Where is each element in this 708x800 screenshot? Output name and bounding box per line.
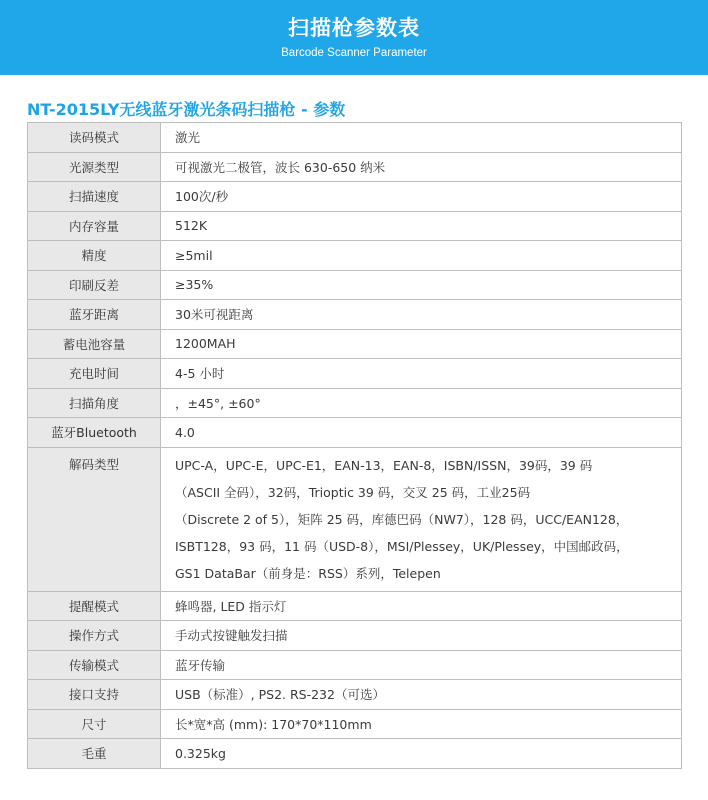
table-row: [28, 591, 682, 621]
spec-table: [27, 122, 682, 769]
spec-label: 蓝牙Bluetooth: [28, 418, 161, 448]
spec-label: 扫描角度: [28, 388, 161, 418]
spec-label: 毛重: [28, 739, 161, 769]
spec-value: 蓝牙传输: [161, 650, 682, 680]
decode-types-line: ISBT128，93 码，11 码（USD-8），MSI/Plessey，UK/Plessey，中国邮政码，: [175, 538, 629, 554]
spec-value: 512K: [161, 211, 682, 241]
spec-label: 解码类型: [28, 447, 161, 591]
table-row: [28, 329, 682, 359]
table-row: [28, 680, 682, 710]
spec-label: 扫描速度: [28, 182, 161, 212]
spec-label: 充电时间: [28, 359, 161, 389]
spec-label: 蓝牙距离: [28, 300, 161, 330]
table-row: [28, 270, 682, 300]
decode-types-value: [161, 447, 682, 591]
spec-value: 长*宽*高 (mm): 170*70*110mm: [161, 709, 682, 739]
spec-value: USB（标准）, PS2. RS-232（可选）: [161, 680, 682, 710]
spec-label: 操作方式: [28, 621, 161, 651]
table-row: [28, 241, 682, 271]
table-row: [28, 211, 682, 241]
table-row: [28, 739, 682, 769]
header-banner: [0, 0, 708, 75]
spec-value: 可视激光二极管，波长 630-650 纳米: [161, 152, 682, 182]
spec-label: 提醒模式: [28, 591, 161, 621]
table-row: [28, 182, 682, 212]
table-row: [28, 388, 682, 418]
table-row-decode: [28, 447, 682, 591]
spec-label: 光源类型: [28, 152, 161, 182]
table-row: [28, 123, 682, 153]
decode-types-line: （ASCII 全码），32码，Trioptic 39 码，交叉 25 码，工业25码: [175, 484, 531, 500]
banner-title: 扫描枪参数表: [288, 16, 420, 40]
product-title: NT-2015LY无线蓝牙激光条码扫描枪 - 参数: [27, 100, 346, 119]
spec-value: 1200MAH: [161, 329, 682, 359]
table-row: [28, 621, 682, 651]
spec-label: 精度: [28, 241, 161, 271]
spec-label: 内存容量: [28, 211, 161, 241]
table-row: [28, 650, 682, 680]
table-row: [28, 709, 682, 739]
spec-label: 接口支持: [28, 680, 161, 710]
spec-value: 4.0: [161, 418, 682, 448]
spec-value: 手动式按键触发扫描: [161, 621, 682, 651]
spec-value: 30米可视距离: [161, 300, 682, 330]
spec-value: ≥5mil: [161, 241, 682, 271]
banner-subtitle: Barcode Scanner Parameter: [281, 47, 427, 59]
spec-value: 蜂鸣器, LED 指示灯: [161, 591, 682, 621]
spec-value: 100次/秒: [161, 182, 682, 212]
spec-value: 0.325kg: [161, 739, 682, 769]
spec-label: 印刷反差: [28, 270, 161, 300]
table-row: [28, 152, 682, 182]
spec-label: 读码模式: [28, 123, 161, 153]
spec-value: 激光: [161, 123, 682, 153]
spec-label: 传输模式: [28, 650, 161, 680]
table-row: [28, 418, 682, 448]
decode-types-line: （Discrete 2 of 5），矩阵 25 码，库德巴码（NW7），128 码，UCC/EAN128，: [175, 511, 629, 527]
spec-label: 蓄电池容量: [28, 329, 161, 359]
decode-types-line: UPC-A，UPC-E，UPC-E1，EAN-13，EAN-8，ISBN/ISSN，39码，39 码: [175, 457, 593, 473]
spec-value: 4-5 小时: [161, 359, 682, 389]
table-row: [28, 359, 682, 389]
decode-types-line: GS1 DataBar（前身是：RSS）系列，Telepen: [175, 565, 441, 581]
spec-value: ，±45°, ±60°: [161, 388, 682, 418]
table-row: [28, 300, 682, 330]
spec-value: ≥35%: [161, 270, 682, 300]
spec-label: 尺寸: [28, 709, 161, 739]
